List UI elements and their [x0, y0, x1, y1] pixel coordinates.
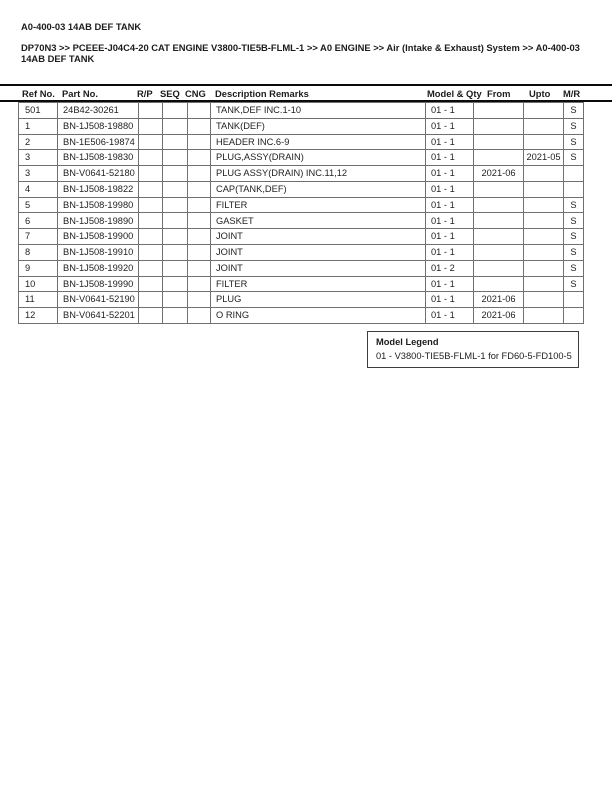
cell-model_qty: 01 - 1: [426, 118, 474, 134]
cell-model_qty: 01 - 1: [426, 181, 474, 197]
cell-part: BN-1J508-19990: [58, 276, 139, 292]
cell-model_qty: 01 - 1: [426, 292, 474, 308]
cell-mr: S: [564, 150, 584, 166]
column-header-part-no: Part No.: [62, 87, 98, 99]
table-row: [19, 308, 584, 324]
cell-model_qty: 01 - 1: [426, 229, 474, 245]
cell-seq: [163, 260, 188, 276]
cell-model_qty: 01 - 2: [426, 260, 474, 276]
cell-rp: [139, 103, 163, 119]
cell-part: BN-1E506-19874: [58, 134, 139, 150]
cell-from: [474, 260, 524, 276]
cell-cng: [188, 166, 211, 182]
cell-desc: O RING: [211, 308, 426, 324]
cell-part: BN-1J508-19822: [58, 181, 139, 197]
table-row: [19, 103, 584, 119]
cell-upto: [524, 166, 564, 182]
cell-desc: FILTER: [211, 276, 426, 292]
cell-seq: [163, 134, 188, 150]
model-legend-entry: 01 - V3800-TIE5B-FLML-1 for FD60-5-FD100-5: [376, 350, 572, 361]
cell-seq: [163, 150, 188, 166]
table-row: [19, 213, 584, 229]
table-column-headers: [0, 88, 612, 100]
cell-rp: [139, 213, 163, 229]
cell-part: BN-1J508-19830: [58, 150, 139, 166]
cell-upto: [524, 213, 564, 229]
cell-from: [474, 245, 524, 261]
cell-rp: [139, 245, 163, 261]
cell-desc: JOINT: [211, 260, 426, 276]
cell-seq: [163, 276, 188, 292]
cell-upto: [524, 197, 564, 213]
table-row: [19, 292, 584, 308]
cell-ref: 7: [19, 229, 58, 245]
table-row: [19, 245, 584, 261]
cell-cng: [188, 118, 211, 134]
table-row: [19, 134, 584, 150]
cell-upto: [524, 292, 564, 308]
model-legend: [367, 331, 579, 368]
cell-cng: [188, 150, 211, 166]
cell-seq: [163, 229, 188, 245]
cell-desc: PLUG,ASSY(DRAIN): [211, 150, 426, 166]
cell-upto: [524, 245, 564, 261]
table-row: [19, 150, 584, 166]
cell-desc: JOINT: [211, 245, 426, 261]
cell-part: 24B42-30261: [58, 103, 139, 119]
cell-ref: 11: [19, 292, 58, 308]
cell-ref: 12: [19, 308, 58, 324]
table-row: [19, 166, 584, 182]
cell-cng: [188, 197, 211, 213]
column-header-description: Description Remarks: [215, 87, 309, 99]
cell-cng: [188, 245, 211, 261]
cell-mr: S: [564, 103, 584, 119]
cell-seq: [163, 197, 188, 213]
cell-from: [474, 276, 524, 292]
cell-ref: 5: [19, 197, 58, 213]
parts-table-body: [19, 103, 584, 324]
cell-mr: [564, 308, 584, 324]
cell-model_qty: 01 - 1: [426, 245, 474, 261]
cell-ref: 1: [19, 118, 58, 134]
cell-desc: CAP(TANK,DEF): [211, 181, 426, 197]
cell-ref: 3: [19, 166, 58, 182]
cell-upto: [524, 118, 564, 134]
cell-upto: [524, 260, 564, 276]
model-legend-title: Model Legend: [376, 337, 439, 347]
cell-mr: [564, 166, 584, 182]
breadcrumb: DP70N3 >> PCEEE-J04C4-20 CAT ENGINE V3800-TIE5B-FLML-1 >> A0 ENGINE >> Air (Intake & Exhaust) System >> A0-400-03 14AB DEF TANK: [21, 42, 580, 64]
cell-upto: [524, 103, 564, 119]
cell-part: BN-V0641-52201: [58, 308, 139, 324]
cell-desc: PLUG: [211, 292, 426, 308]
cell-ref: 9: [19, 260, 58, 276]
table-row: [19, 260, 584, 276]
header-rule-top: [0, 84, 612, 86]
cell-ref: 501: [19, 103, 58, 119]
table-row: [19, 229, 584, 245]
column-header-rp: R/P: [137, 87, 153, 99]
cell-mr: [564, 181, 584, 197]
cell-from: [474, 150, 524, 166]
cell-ref: 4: [19, 181, 58, 197]
cell-ref: 8: [19, 245, 58, 261]
cell-from: [474, 103, 524, 119]
cell-cng: [188, 229, 211, 245]
cell-part: BN-1J508-19920: [58, 260, 139, 276]
cell-desc: TANK,DEF INC.1-10: [211, 103, 426, 119]
cell-model_qty: 01 - 1: [426, 213, 474, 229]
cell-mr: S: [564, 260, 584, 276]
cell-part: BN-V0641-52190: [58, 292, 139, 308]
cell-cng: [188, 260, 211, 276]
table-row: [19, 197, 584, 213]
cell-mr: S: [564, 118, 584, 134]
cell-part: BN-1J508-19900: [58, 229, 139, 245]
cell-rp: [139, 134, 163, 150]
table-row: [19, 181, 584, 197]
cell-part: BN-1J508-19980: [58, 197, 139, 213]
cell-desc: FILTER: [211, 197, 426, 213]
cell-rp: [139, 292, 163, 308]
column-header-upto: Upto: [529, 87, 551, 99]
cell-from: [474, 213, 524, 229]
column-header-mr: M/R: [563, 87, 581, 99]
cell-seq: [163, 245, 188, 261]
cell-ref: 10: [19, 276, 58, 292]
cell-from: [474, 229, 524, 245]
cell-cng: [188, 103, 211, 119]
table-row: [19, 276, 584, 292]
cell-model_qty: 01 - 1: [426, 103, 474, 119]
cell-rp: [139, 150, 163, 166]
cell-model_qty: 01 - 1: [426, 150, 474, 166]
cell-seq: [163, 308, 188, 324]
cell-part: BN-1J508-19890: [58, 213, 139, 229]
column-header-model-qty: Model & Qty: [427, 87, 482, 99]
cell-mr: [564, 292, 584, 308]
cell-upto: [524, 181, 564, 197]
cell-rp: [139, 260, 163, 276]
cell-desc: PLUG ASSY(DRAIN) INC.11,12: [211, 166, 426, 182]
column-header-seq: SEQ: [160, 87, 180, 99]
cell-cng: [188, 134, 211, 150]
cell-seq: [163, 213, 188, 229]
cell-mr: S: [564, 245, 584, 261]
parts-table: [18, 102, 584, 324]
cell-cng: [188, 308, 211, 324]
cell-rp: [139, 276, 163, 292]
cell-model_qty: 01 - 1: [426, 197, 474, 213]
cell-seq: [163, 166, 188, 182]
cell-from: [474, 181, 524, 197]
cell-upto: [524, 308, 564, 324]
cell-mr: S: [564, 213, 584, 229]
column-header-ref-no: Ref No.: [22, 87, 55, 99]
cell-cng: [188, 292, 211, 308]
cell-seq: [163, 181, 188, 197]
cell-from: 2021-06: [474, 292, 524, 308]
cell-cng: [188, 213, 211, 229]
cell-upto: 2021-05: [524, 150, 564, 166]
cell-rp: [139, 308, 163, 324]
cell-desc: GASKET: [211, 213, 426, 229]
column-header-from: From: [487, 87, 511, 99]
cell-upto: [524, 229, 564, 245]
cell-mr: S: [564, 229, 584, 245]
cell-seq: [163, 103, 188, 119]
cell-from: [474, 118, 524, 134]
cell-rp: [139, 229, 163, 245]
table-row: [19, 118, 584, 134]
cell-seq: [163, 292, 188, 308]
cell-upto: [524, 276, 564, 292]
cell-from: [474, 134, 524, 150]
cell-part: BN-1J508-19910: [58, 245, 139, 261]
cell-mr: S: [564, 134, 584, 150]
cell-rp: [139, 197, 163, 213]
cell-model_qty: 01 - 1: [426, 134, 474, 150]
cell-desc: JOINT: [211, 229, 426, 245]
cell-ref: 2: [19, 134, 58, 150]
cell-rp: [139, 118, 163, 134]
page-title: A0-400-03 14AB DEF TANK: [21, 21, 142, 32]
cell-desc: HEADER INC.6-9: [211, 134, 426, 150]
cell-ref: 6: [19, 213, 58, 229]
cell-mr: S: [564, 197, 584, 213]
cell-part: BN-V0641-52180: [58, 166, 139, 182]
cell-rp: [139, 181, 163, 197]
cell-from: [474, 197, 524, 213]
cell-cng: [188, 276, 211, 292]
cell-mr: S: [564, 276, 584, 292]
cell-model_qty: 01 - 1: [426, 166, 474, 182]
cell-cng: [188, 181, 211, 197]
cell-seq: [163, 118, 188, 134]
cell-from: 2021-06: [474, 166, 524, 182]
cell-desc: TANK(DEF): [211, 118, 426, 134]
cell-from: 2021-06: [474, 308, 524, 324]
cell-ref: 3: [19, 150, 58, 166]
cell-rp: [139, 166, 163, 182]
cell-part: BN-1J508-19880: [58, 118, 139, 134]
cell-model_qty: 01 - 1: [426, 276, 474, 292]
cell-model_qty: 01 - 1: [426, 308, 474, 324]
cell-upto: [524, 134, 564, 150]
column-header-cng: CNG: [185, 87, 206, 99]
